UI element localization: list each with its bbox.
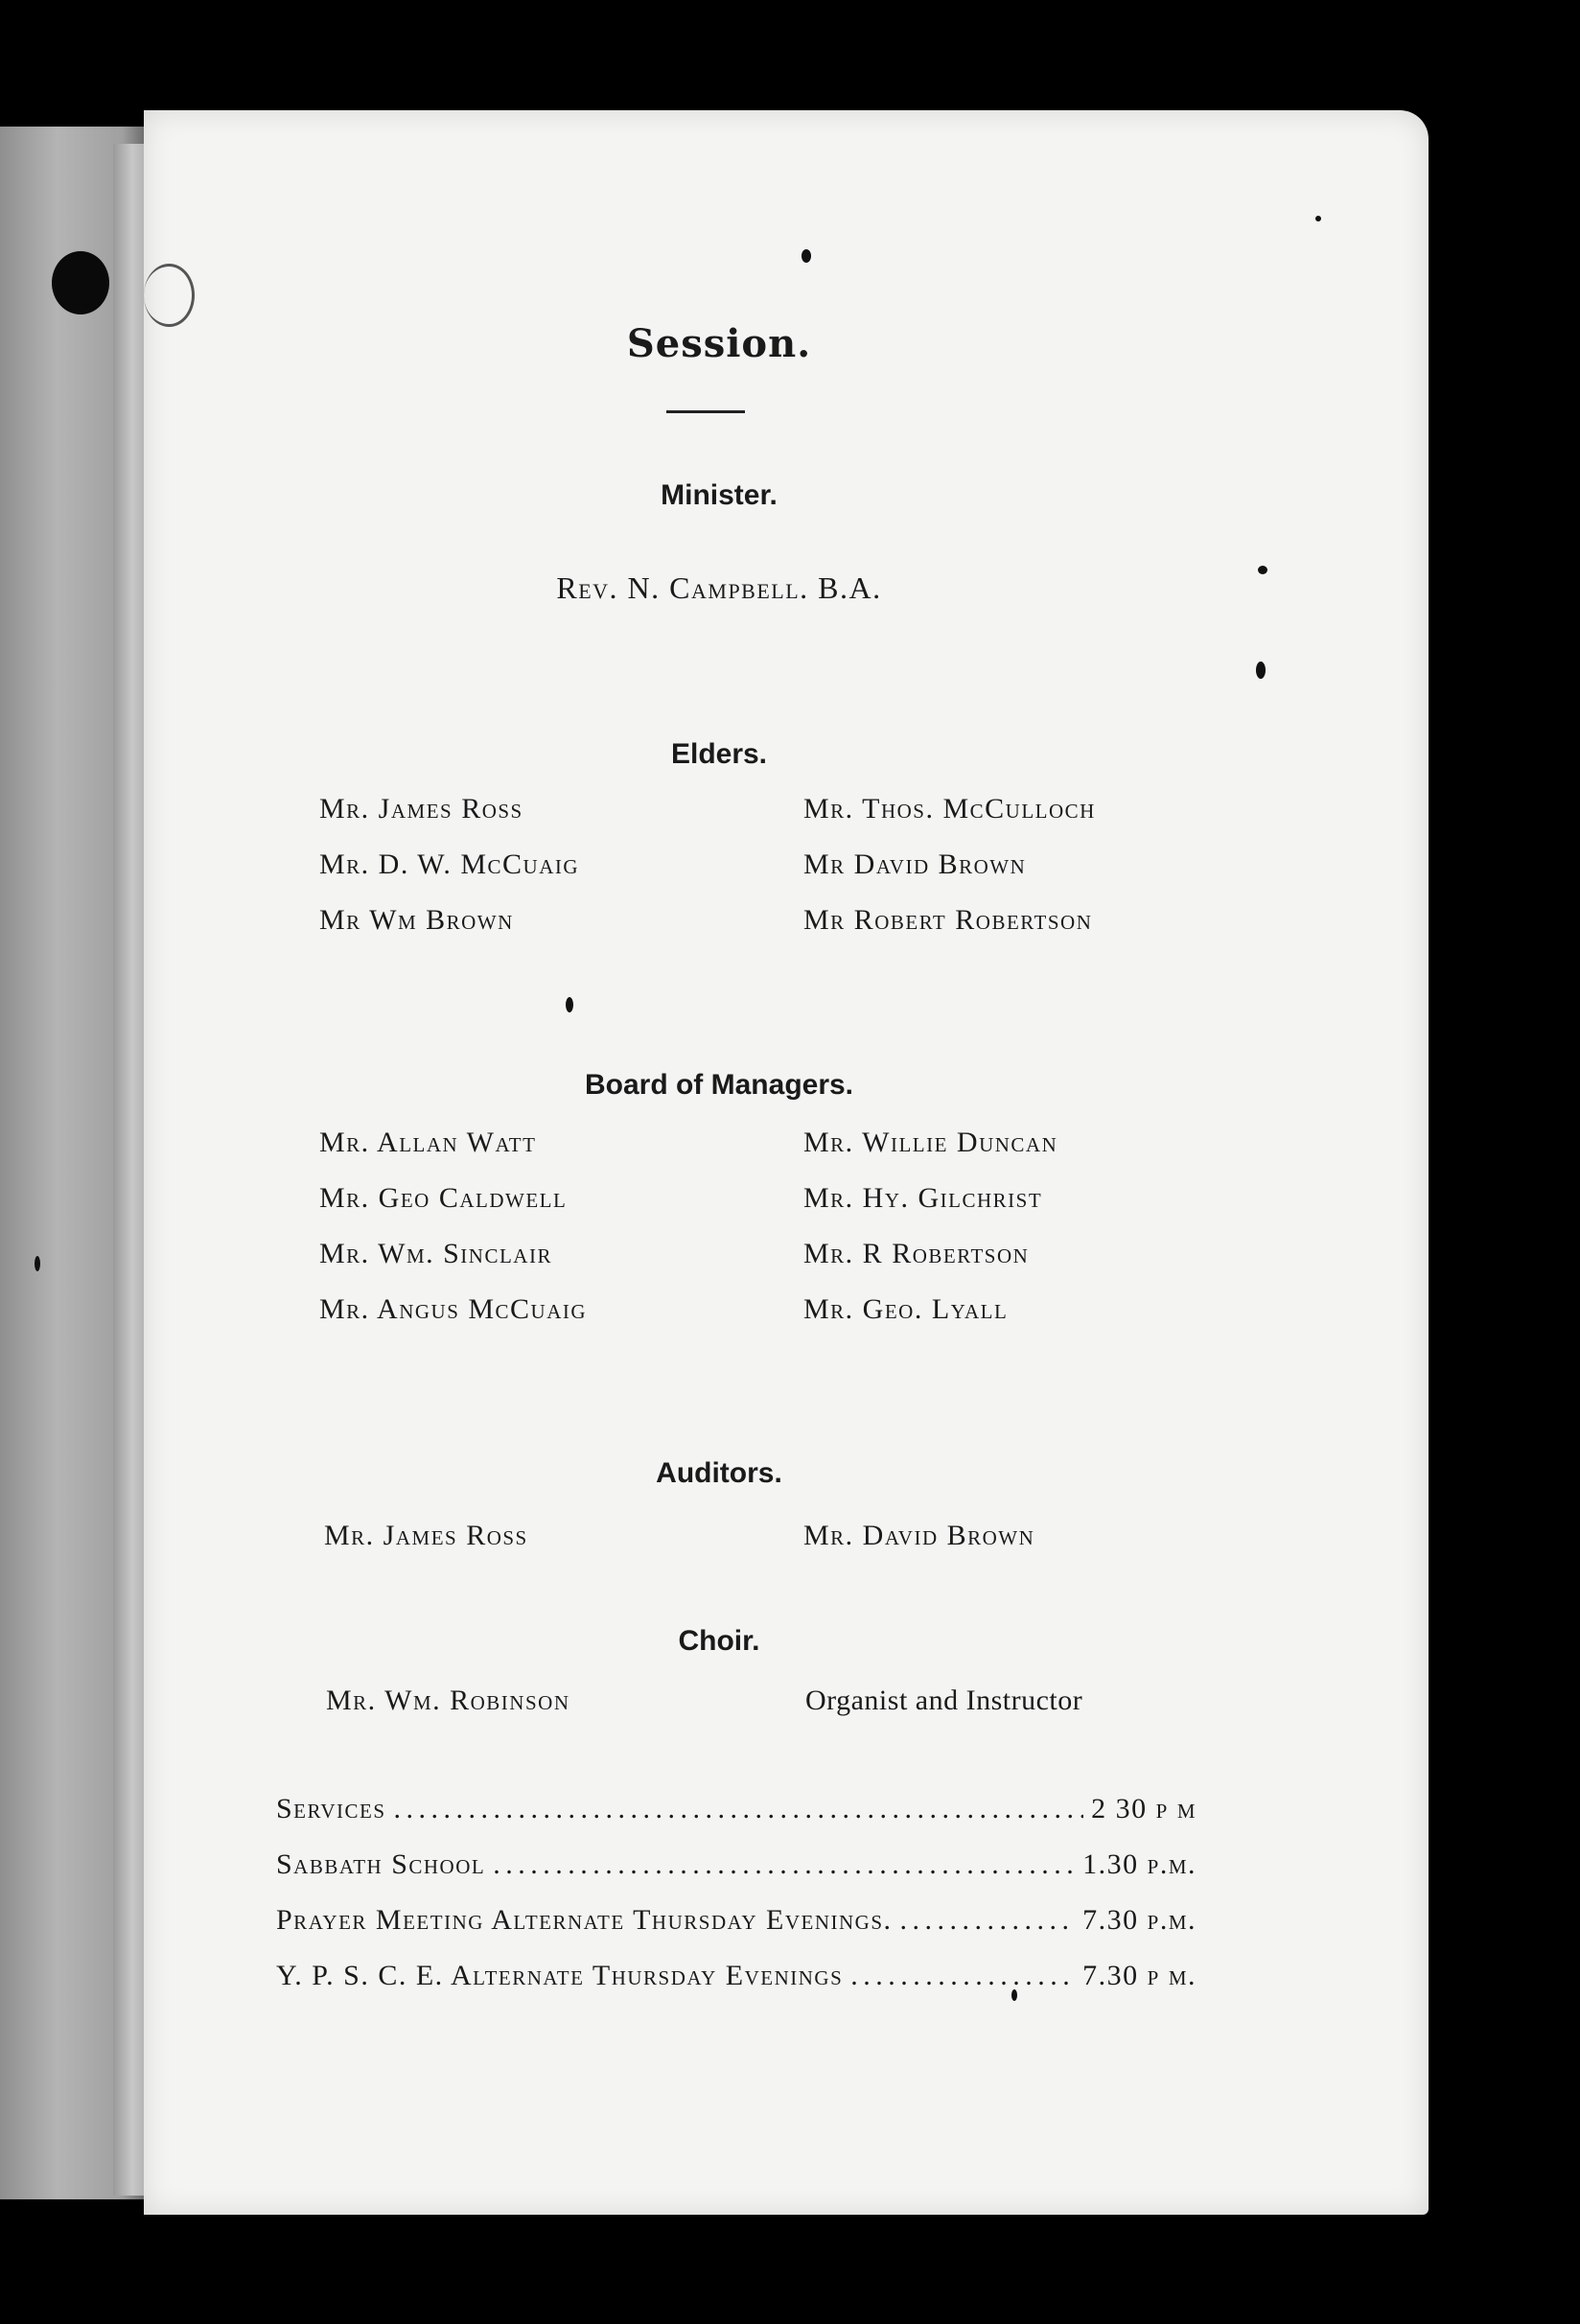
ink-speck bbox=[1315, 216, 1321, 221]
auditors-heading: Auditors. bbox=[656, 1457, 782, 1489]
schedule-row bbox=[276, 1848, 1197, 1904]
schedule-label: Sabbath School bbox=[276, 1848, 486, 1880]
auditor-name: Mr. David Brown bbox=[803, 1520, 1035, 1551]
minister-heading: Minister. bbox=[661, 479, 778, 511]
session-heading: Session. bbox=[626, 321, 812, 366]
manager-name: Mr. Willie Duncan bbox=[803, 1127, 1058, 1158]
schedule-time: 7.30 p m. bbox=[1082, 1960, 1197, 1991]
managers-heading: Board of Managers. bbox=[584, 1069, 854, 1101]
ink-speck bbox=[1011, 1989, 1017, 2001]
manager-name: Mr. Wm. Sinclair bbox=[319, 1238, 552, 1269]
schedule-row bbox=[276, 1960, 1197, 2015]
page-content bbox=[144, 110, 1429, 2215]
manager-name: Mr. Geo Caldwell bbox=[319, 1182, 568, 1214]
elder-name: Mr. Thos. McCulloch bbox=[803, 793, 1096, 825]
elders-heading: Elders. bbox=[670, 738, 768, 770]
ink-speck bbox=[802, 249, 811, 263]
binding-hole bbox=[52, 251, 109, 314]
elder-name: Mr Robert Robertson bbox=[803, 904, 1093, 936]
manager-name: Mr. Hy. Gilchrist bbox=[803, 1182, 1043, 1214]
manager-name: Mr. Geo. Lyall bbox=[803, 1293, 1009, 1325]
auditor-name: Mr. James Ross bbox=[324, 1520, 528, 1551]
schedule-row bbox=[276, 1793, 1197, 1848]
dot-leader bbox=[493, 1848, 1075, 1881]
schedule-time: 7.30 p.m. bbox=[1082, 1904, 1197, 1936]
minister-name: Rev. N. Campbell. B.A. bbox=[556, 570, 882, 605]
ink-speck bbox=[1258, 566, 1267, 574]
schedule-row bbox=[276, 1904, 1197, 1960]
choir-leader-name: Mr. Wm. Robinson bbox=[326, 1685, 570, 1716]
manager-name: Mr. Allan Watt bbox=[319, 1127, 537, 1158]
elder-name: Mr Wm Brown bbox=[319, 904, 514, 936]
schedule-label: Prayer Meeting Alternate Thursday Evenings. bbox=[276, 1904, 893, 1936]
ink-speck bbox=[1256, 662, 1266, 679]
elder-name: Mr. James Ross bbox=[319, 793, 523, 825]
schedule-time: 2 30 p m bbox=[1091, 1793, 1197, 1824]
schedule-label: Y. P. S. C. E. Alternate Thursday Evenings bbox=[276, 1960, 844, 1991]
ink-speck bbox=[35, 1256, 40, 1271]
elder-name: Mr David Brown bbox=[803, 848, 1027, 880]
schedule-label: Services bbox=[276, 1793, 386, 1824]
service-schedule bbox=[276, 1793, 1197, 2015]
dot-leader bbox=[850, 1960, 1075, 1992]
schedule-time: 1.30 p.m. bbox=[1082, 1848, 1197, 1880]
dot-leader bbox=[900, 1904, 1076, 1937]
choir-heading: Choir. bbox=[678, 1625, 760, 1657]
manager-name: Mr. R Robertson bbox=[803, 1238, 1030, 1269]
choir-leader-role: Organist and Instructor bbox=[805, 1685, 1083, 1716]
ink-speck bbox=[566, 997, 573, 1012]
manager-name: Mr. Angus McCuaig bbox=[319, 1293, 588, 1325]
heading-rule bbox=[666, 410, 745, 413]
elder-name: Mr. D. W. McCuaig bbox=[319, 848, 580, 880]
dot-leader bbox=[394, 1793, 1084, 1825]
